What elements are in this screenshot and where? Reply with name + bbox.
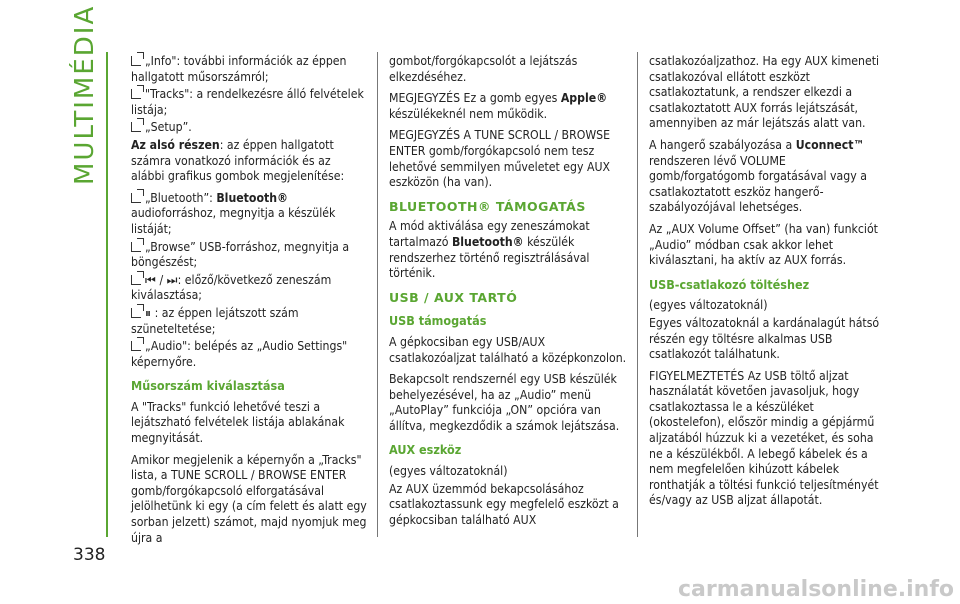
paragraph: Egyes változatoknál a kardánalagút hátsó részén egy töltésre alkalmas USB csatlakozót találhatunk. (649, 315, 880, 362)
paragraph: A "Tracks" funkció lehetővé teszi a lejátszható felvételek listája ablakának megnyitását. (131, 399, 345, 446)
paragraph: Az „AUX Volume Offset” (ha van) funkciót „Audio” módban csak akkor lehet kiválasztani, ha aktív az AUX forrás. (649, 221, 878, 268)
column-3 (649, 54, 889, 515)
list-item: „Browse” USB-forráshoz, megnyitja a böngészést; (131, 239, 350, 270)
subsection-heading: USB támogatás (389, 313, 487, 329)
list-item: ⏸ : az éppen lejátszott szám szüneteltetése; (131, 305, 299, 336)
paragraph: MEGJEGYZÉS A TUNE SCROLL / BROWSE ENTER gomb/forgókapcsoló nem tesz lehetővé semmilyen műveletet egy AUX eszközön (ha van). (389, 128, 611, 190)
checkbox-bullet-icon (131, 308, 141, 318)
paragraph: Amikor megjelenik a képernyőn a „Tracks" lista, a TUNE SCROLL / BROWSE ENTER gomb/forgókapcsoló elforgatásával jelölhetünk ki egy (a cím felett és alatt egy sorban jelzett) számot, majd nyomjuk meg újra a (131, 452, 367, 545)
column-1 (131, 54, 367, 552)
checkbox-bullet-icon (131, 341, 141, 351)
paragraph: csatlakozóaljzathoz. Ha egy AUX kimeneti csatlakozóval ellátott eszközt csatlakoztatunk, a rendszer elkezdi a csatlakoztatott AUX forrás lejátszását, amennyiben az már lejátszás alatt van. (649, 54, 880, 131)
paragraph: A gépkocsiban egy USB/AUX csatlakozóaljzat található a középkonzolon. (389, 334, 627, 365)
paragraph: Az alsó részen: az éppen hallgatott számra vonatkozó információk és az alábbi grafikus gombok megjelenítése: (131, 137, 345, 184)
subsection-heading: AUX eszköz (389, 442, 462, 458)
list-item: "Tracks": a rendelkezésre álló felvételek listája; (131, 87, 364, 117)
checkbox-bullet-icon (131, 275, 141, 285)
column-divider-1 (377, 52, 378, 537)
checkbox-bullet-icon (131, 193, 141, 203)
page-number: 338 (73, 545, 106, 565)
paragraph: FIGYELMEZTETÉS Az USB töltő aljzat használatát követően javasoljuk, hogy csatlakoztassa le a készüléket (okostelefon), először mindig a gépjármű aljzatából húzzuk ki a vezetéket, és soha ne a készülékből. A lebegő kábelek és a nem megfelelően kihúzott kábelek ronthatják a töltési funkció teljesítményét és/vagy az USB aljzat állapotát. (649, 368, 879, 508)
side-divider (106, 52, 108, 537)
checkbox-bullet-icon (131, 242, 141, 252)
section-heading: Műsorszám kiválasztása (131, 378, 285, 394)
list-item: „Audio": belépés az „Audio Settings" képernyőre. (131, 339, 348, 369)
checkbox-bullet-icon (131, 122, 141, 132)
paragraph: (egyes változatoknál) (649, 298, 768, 313)
column-2 (389, 54, 627, 534)
checkbox-bullet-icon (131, 89, 141, 99)
section-heading: BLUETOOTH® TÁMOGATÁS (389, 198, 586, 214)
paragraph: gombot/forgókapcsolót a lejátszás elkezdéséhez. (389, 54, 578, 84)
column-divider-2 (637, 52, 638, 537)
list-item: „Setup”. (131, 120, 367, 136)
list-item: ⏮ / ⏭: előző/következő zeneszám kiválasztása; (131, 272, 332, 303)
section-heading: USB / AUX TARTÓ (389, 289, 518, 305)
checkbox-bullet-icon (131, 56, 141, 66)
paragraph: Az AUX üzemmód bekapcsolásához csatlakoztassunk egy megfelelő eszközt a gépkocsiban található AUX (389, 481, 619, 527)
paragraph: Bekapcsolt rendszernél egy USB készülék behelyezésével, ha az „Audio” menü „AutoPlay” funkciója „ON” opcióra van állítva, megkezdődik a számok lejátszása. (389, 372, 620, 433)
watermark: carmanualsonline.info (678, 577, 954, 602)
paragraph: A mód aktiválása egy zeneszámokat tartalmazó Bluetooth® készülék rendszerhez történő regisztrálásával történik. (389, 219, 590, 281)
list-item: „Bluetooth”: Bluetooth® audioforráshoz, megnyitja a készülék listáját; (131, 190, 336, 236)
subsection-heading: USB-csatlakozó töltéshez (649, 276, 810, 292)
paragraph: (egyes változatoknál) (389, 464, 508, 479)
side-section-title: MULTIMÉDIA (70, 4, 100, 185)
list-item: „Info": további információk az éppen hallgatott műsorszámról; (131, 54, 347, 84)
paragraph: A hangerő szabályozása a Uconnect™ rendszeren lévő VOLUME gomb/forgatógomb forgatásával vagy a csatlakoztatott eszköz hangerő-szabályozójával lehetséges. (649, 137, 867, 215)
paragraph: MEGJEGYZÉS Ez a gomb egyes Apple® készülékeknél nem működik. (389, 91, 608, 121)
